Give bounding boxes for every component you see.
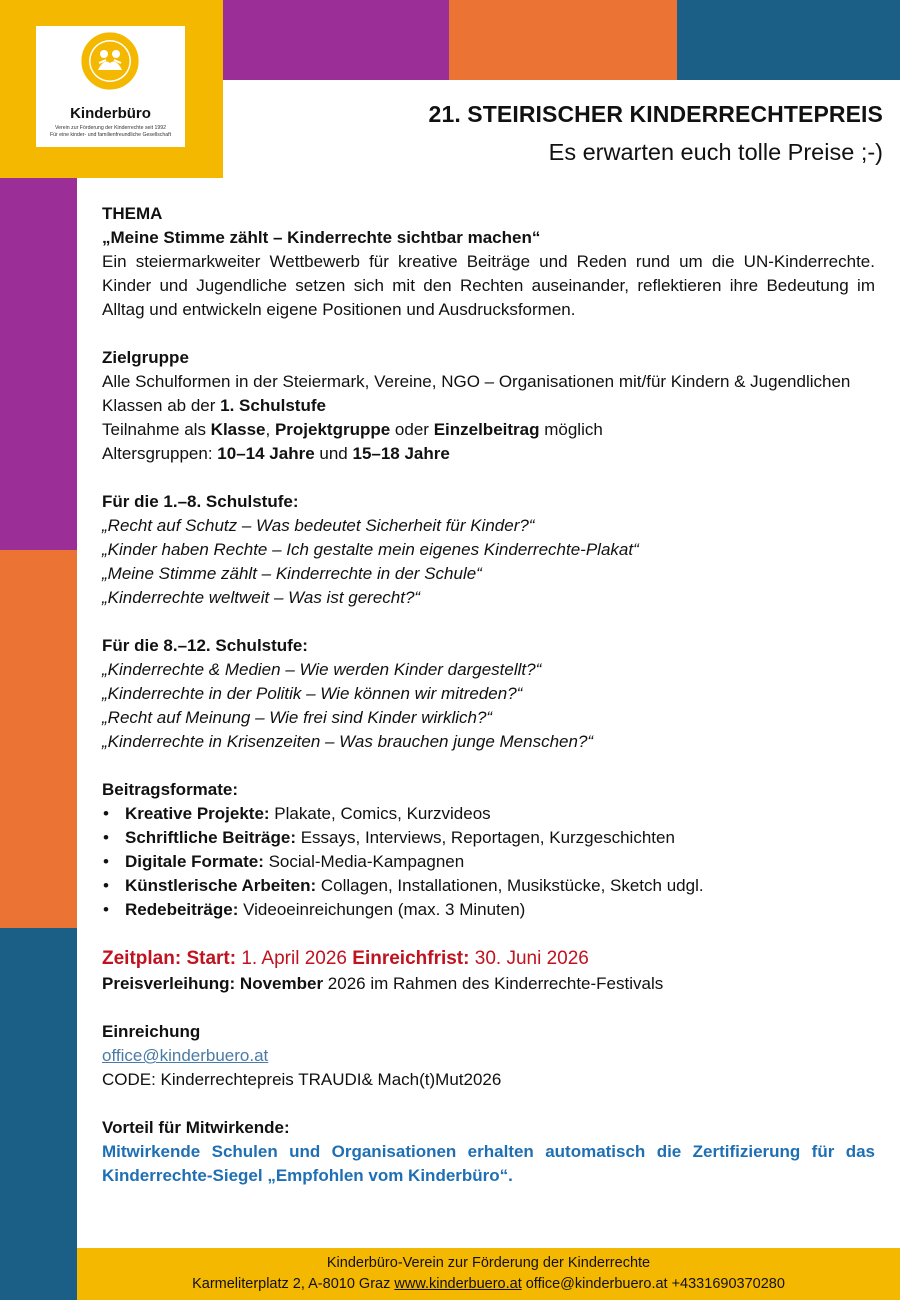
thema-text: Ein steiermarkweiter Wettbewerb für kreative Beiträge und Reden rund um die UN-Kinderrechte. Kinder und Jugendliche setzen sich mit den Rechten auseinander, reflektieren ihre Bedeutung im Alltag und entwickeln eigene Positionen und Ausdrucksformen. [102, 252, 875, 319]
zielgruppe-heading: Zielgruppe [102, 348, 189, 367]
vorteil-heading: Vorteil für Mitwirkende: [102, 1118, 290, 1137]
themen-8-12-heading: Für die 8.–12. Schulstufe: [102, 636, 308, 655]
themen-list-item: „Kinderrechte weltweit – Was ist gerecht?“ [102, 588, 421, 607]
themen-list-item: „Kinder haben Rechte – Ich gestalte mein eigenes Kinderrechte-Plakat“ [102, 540, 639, 559]
zielgruppe-line: Teilnahme als Klasse, Projektgruppe oder Einzelbeitrag möglich [102, 420, 603, 439]
thema-motto: „Meine Stimme zählt – Kinderrechte sichtbar machen“ [102, 228, 541, 247]
footer-contact-line: Karmeliterplatz 2, A-8010 Graz www.kinderbuero.at office@kinderbuero.at +4331690370280 [192, 1276, 785, 1292]
zielgruppe-line: Altersgruppen: 10–14 Jahre und 15–18 Jahre [102, 444, 450, 463]
zielgruppe-line: Klassen ab der 1. Schulstufe [102, 396, 326, 415]
website-link[interactable]: www.kinderbuero.at [394, 1276, 522, 1292]
bullet-icon: • [103, 828, 109, 847]
formate-list-item: • Kreative Projekte: Plakate, Comics, Kurzvideos [102, 802, 875, 826]
logo-tagline: Verein zur Förderung der Kinderrechte seit 1992 [54, 125, 167, 131]
main-content [102, 202, 875, 1188]
header-blue-block [677, 0, 900, 80]
bullet-icon: • [103, 852, 109, 871]
header-orange-block [449, 0, 677, 80]
zielgruppe-line: Alle Schulformen in der Steiermark, Vereine, NGO – Organisationen mit/für Kindern & Jugendlichen [102, 372, 851, 391]
einreichung-heading: Einreichung [102, 1022, 201, 1041]
logo-name: Kinderbüro [70, 105, 151, 122]
themen-list-item: „Kinderrechte & Medien – Wie werden Kinder dargestellt?“ [102, 660, 542, 679]
vorteil-text: Mitwirkende Schulen und Organisationen erhalten automatisch die Zertifizierung für das Kinderrechte-Siegel „Empfohlen vom Kinderbüro“. [102, 1142, 875, 1185]
formate-heading: Beitragsformate: [102, 780, 239, 799]
email-link[interactable]: office@kinderbuero.at [102, 1046, 269, 1065]
bullet-icon: • [103, 876, 109, 895]
page-subtitle: Es erwarten euch tolle Preise ;-) [548, 139, 883, 165]
page-title: 21. STEIRISCHER KINDERRECHTEPREIS [428, 101, 883, 127]
themen-1-8-heading: Für die 1.–8. Schulstufe: [102, 492, 299, 511]
themen-list-item: „Kinderrechte in Krisenzeiten – Was brauchen junge Menschen?“ [102, 732, 594, 751]
side-blue-block [0, 928, 77, 1300]
kinderrechte-seal-icon [79, 30, 141, 92]
einreichung-code: CODE: Kinderrechtepreis TRAUDI& Mach(t)Mut2026 [102, 1070, 502, 1089]
themen-list-item: „Recht auf Schutz – Was bedeutet Sicherheit für Kinder?“ [102, 516, 535, 535]
themen-list-item: „Kinderrechte in der Politik – Wie können wir mitreden?“ [102, 684, 523, 703]
footer-organisation: Kinderbüro-Verein zur Förderung der Kinderrechte [326, 1255, 651, 1271]
themen-list-item: „Recht auf Meinung – Wie frei sind Kinder wirklich?“ [102, 708, 493, 727]
thema-heading: THEMA [102, 204, 163, 223]
zeitplan-line: Zeitplan: Start: 1. April 2026 Einreichfrist: 30. Juni 2026 [102, 948, 589, 969]
side-purple-block [0, 178, 77, 550]
kinderbuero-logo [36, 26, 185, 147]
bullet-icon: • [103, 804, 109, 823]
formate-list-item: • Digitale Formate: Social-Media-Kampagnen [102, 850, 875, 874]
preisverleihung-line: Preisverleihung: November 2026 im Rahmen des Kinderrechte-Festivals [102, 974, 664, 993]
themen-list-item: „Meine Stimme zählt – Kinderrechte in der Schule“ [102, 564, 482, 583]
footer [77, 1248, 900, 1300]
bullet-icon: • [103, 900, 109, 919]
formate-list-item: • Schriftliche Beiträge: Essays, Interviews, Reportagen, Kurzgeschichten [102, 826, 875, 850]
logo-tagline-2: Für eine kinder- und familienfreundliche Gesellschaft [49, 132, 172, 138]
side-orange-block [0, 550, 77, 928]
header-purple-block [223, 0, 449, 80]
formate-list-item: • Künstlerische Arbeiten: Collagen, Installationen, Musikstücke, Sketch udgl. [102, 874, 875, 898]
formate-list-item: • Redebeiträge: Videoeinreichungen (max. 3 Minuten) [102, 898, 875, 922]
